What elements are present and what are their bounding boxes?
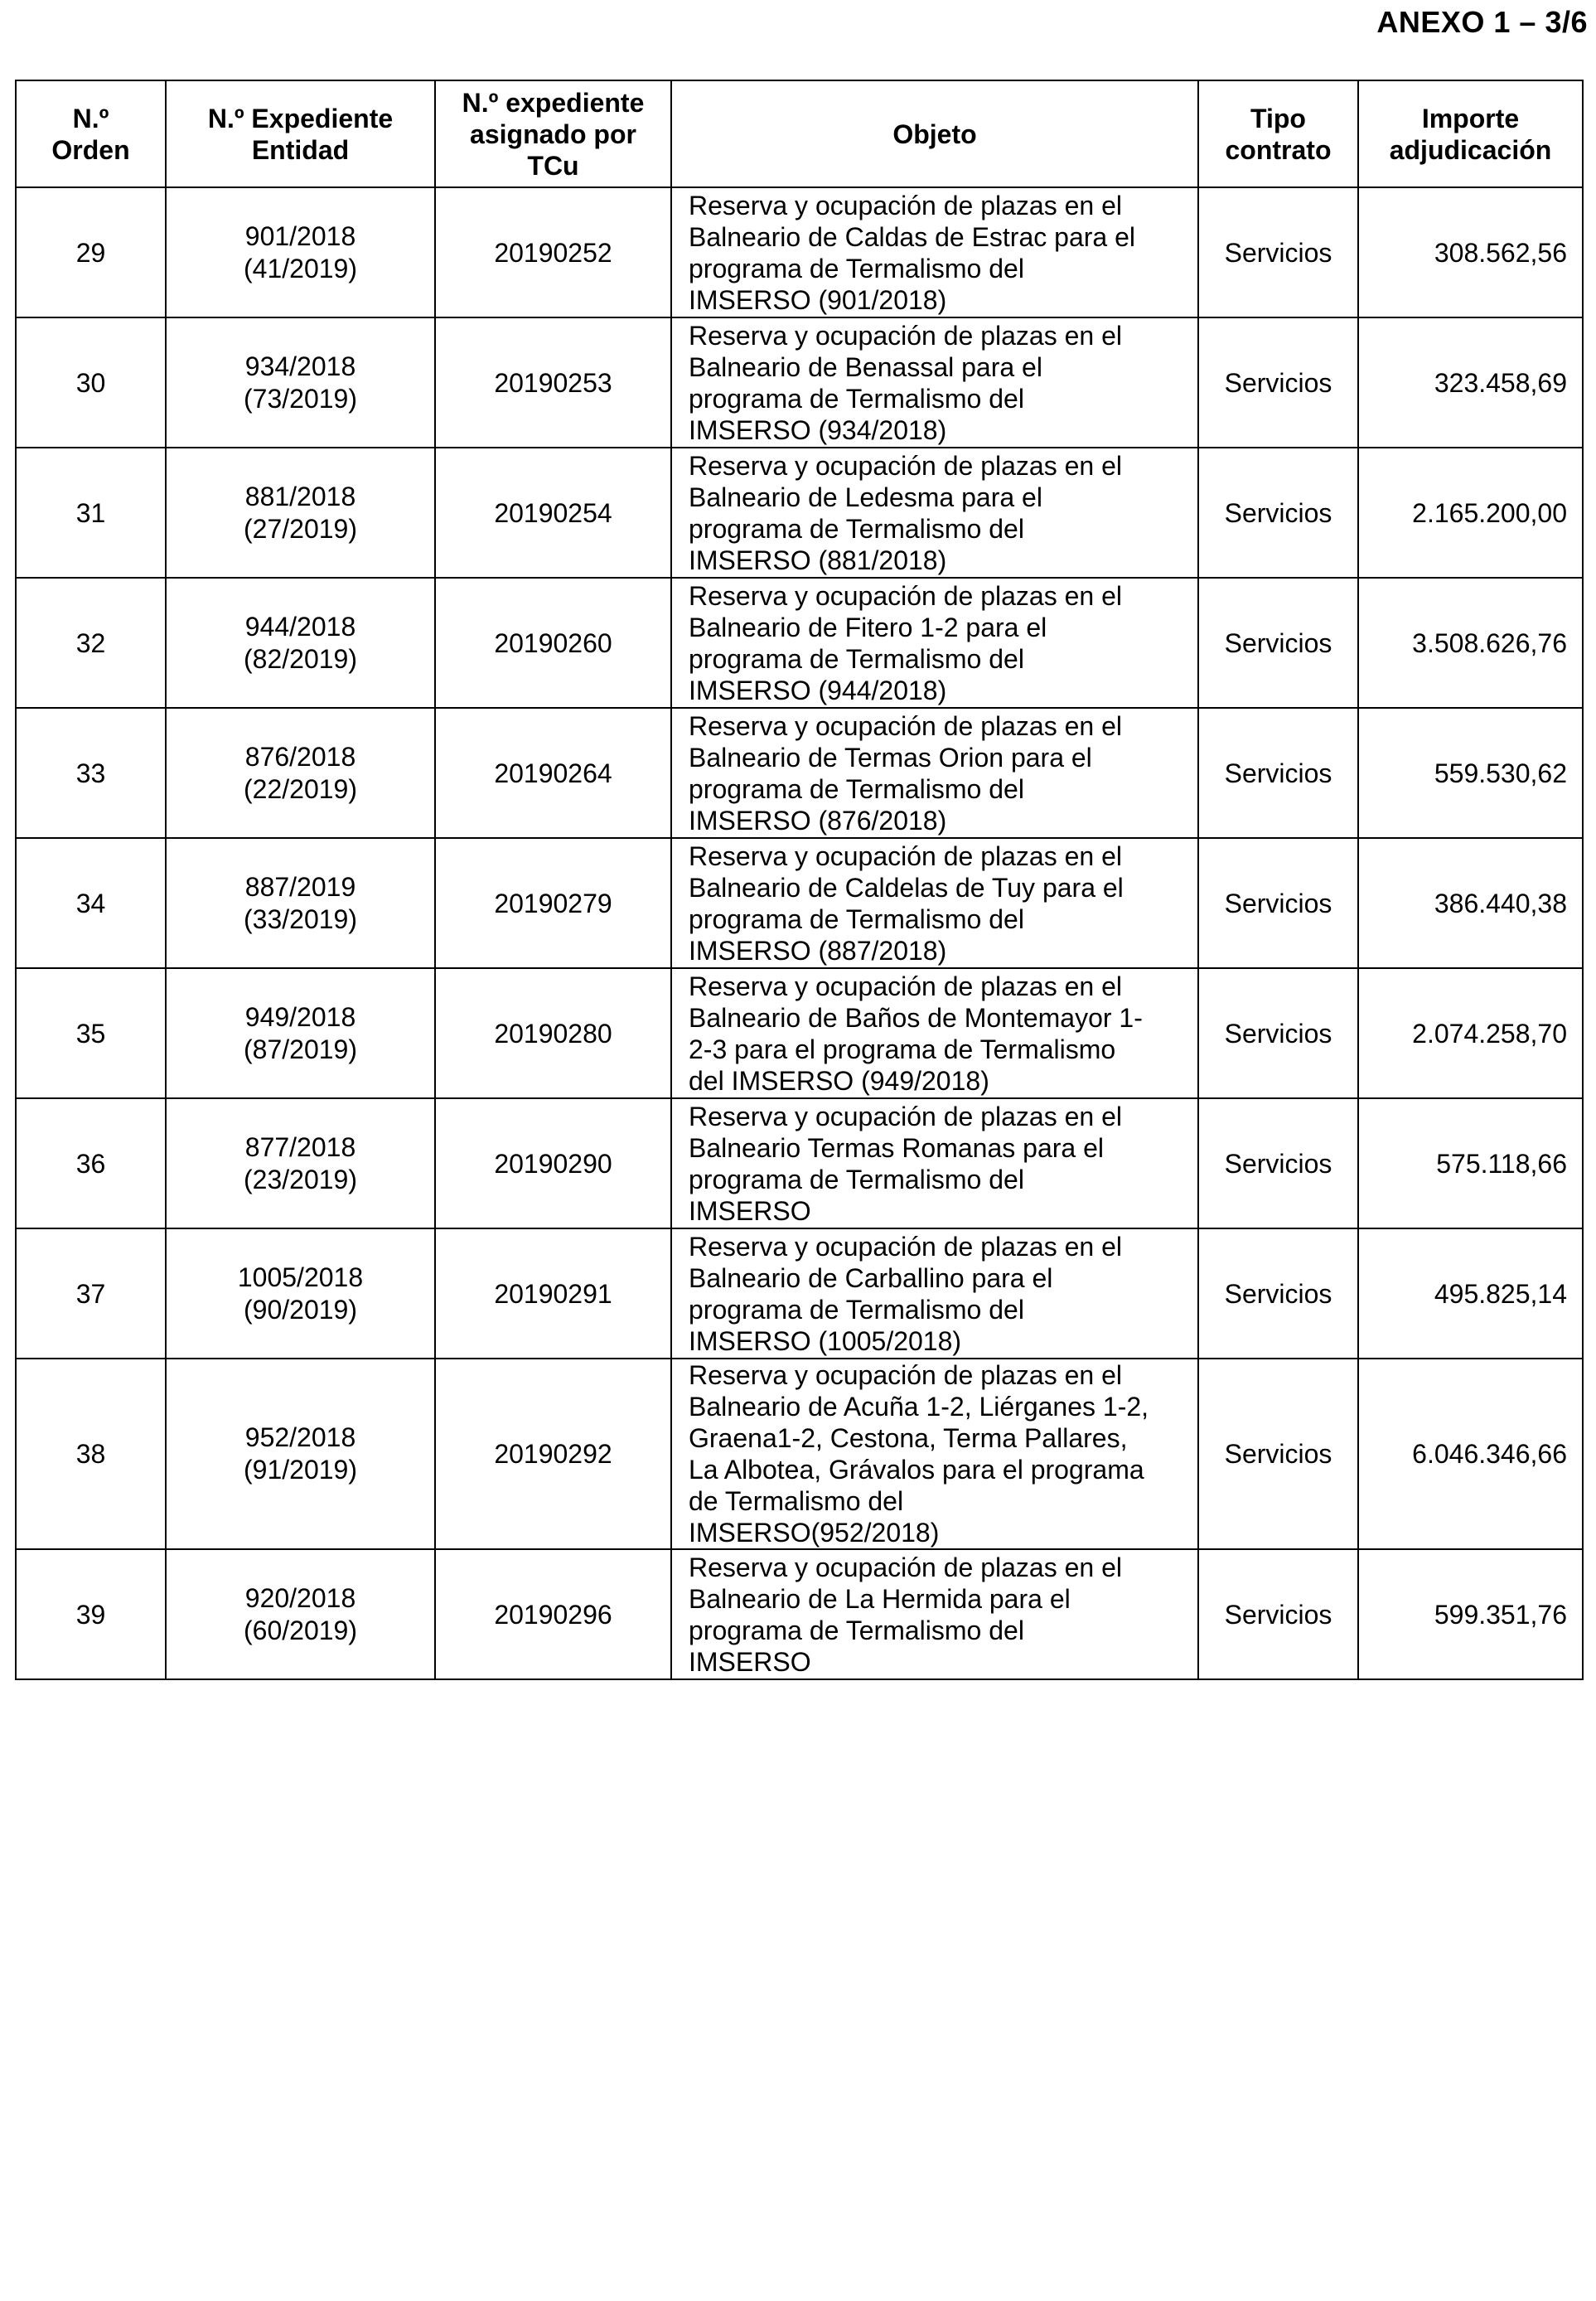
- objeto-line: IMSERSO: [689, 1195, 811, 1226]
- header-expediente-tcu: [435, 80, 671, 187]
- objeto-line: Balneario de Benassal para el: [689, 351, 1042, 382]
- cell-objeto: [671, 1359, 1198, 1549]
- header-text-line: Entidad: [251, 134, 350, 165]
- header-text-line: Objeto: [892, 119, 977, 149]
- expediente-line: (87/2019): [244, 1034, 357, 1064]
- expediente-line: 881/2018: [244, 481, 356, 511]
- cell-expediente-entidad: [166, 448, 435, 578]
- cell-expediente-tcu: 20190254: [435, 448, 671, 578]
- cell-expediente-entidad: [166, 968, 435, 1098]
- objeto-line: Reserva y ocupación de plazas en el: [689, 971, 1122, 1001]
- cell-expediente-tcu: 20190260: [435, 578, 671, 708]
- expediente-line: (60/2019): [244, 1615, 357, 1645]
- objeto-line: IMSERSO (944/2018): [689, 675, 947, 705]
- objeto-line: Balneario de Acuña 1-2, Liérganes 1-2,: [689, 1392, 1149, 1422]
- cell-expediente-entidad: [166, 1359, 435, 1549]
- cell-objeto: [671, 968, 1198, 1098]
- objeto-line: programa de Termalismo del: [689, 383, 1024, 414]
- objeto-line: Balneario Termas Romanas para el: [689, 1132, 1104, 1163]
- cell-objeto: [671, 578, 1198, 708]
- cell-objeto: [671, 838, 1198, 968]
- expediente-line: 934/2018: [244, 351, 356, 381]
- objeto-line: programa de Termalismo del: [689, 513, 1024, 544]
- cell-importe: 2.165.200,00: [1358, 448, 1583, 578]
- cell-importe: 308.562,56: [1358, 187, 1583, 317]
- objeto-line: de Termalismo del: [689, 1486, 904, 1516]
- cell-tipo-contrato: Servicios: [1198, 317, 1358, 448]
- header-text-line: Orden: [51, 134, 130, 165]
- header-objeto: [671, 80, 1198, 187]
- objeto-line: Reserva y ocupación de plazas en el: [689, 190, 1122, 220]
- cell-expediente-tcu: 20190280: [435, 968, 671, 1098]
- expediente-line: 949/2018: [244, 1001, 356, 1032]
- cell-importe: 6.046.346,66: [1358, 1359, 1583, 1549]
- cell-expediente-entidad: [166, 317, 435, 448]
- objeto-line: Reserva y ocupación de plazas en el: [689, 1231, 1122, 1262]
- cell-objeto: [671, 187, 1198, 317]
- cell-tipo-contrato: Servicios: [1198, 578, 1358, 708]
- objeto-line: IMSERSO (876/2018): [689, 805, 947, 836]
- table-row: [16, 838, 1583, 968]
- cell-tipo-contrato: Servicios: [1198, 448, 1358, 578]
- cell-expediente-tcu: 20190252: [435, 187, 671, 317]
- objeto-line: programa de Termalismo del: [689, 773, 1024, 804]
- expediente-line: (82/2019): [244, 643, 357, 674]
- header-tipo-contrato: [1198, 80, 1358, 187]
- objeto-line: Reserva y ocupación de plazas en el: [689, 1552, 1122, 1582]
- objeto-line: La Albotea, Grávalos para el programa: [689, 1455, 1144, 1485]
- table-row: [16, 968, 1583, 1098]
- header-text-line: Importe: [1421, 103, 1520, 133]
- objeto-line: IMSERSO: [689, 1646, 811, 1677]
- table-row: [16, 1549, 1583, 1679]
- cell-importe: 575.118,66: [1358, 1098, 1583, 1228]
- objeto-line: Balneario de Caldas de Estrac para el: [689, 221, 1135, 252]
- cell-expediente-entidad: [166, 1098, 435, 1228]
- objeto-line: Graena1-2, Cestona, Terma Pallares,: [689, 1423, 1128, 1453]
- cell-importe: 559.530,62: [1358, 708, 1583, 838]
- cell-expediente-entidad: [166, 1228, 435, 1359]
- table-header-row: [16, 80, 1583, 187]
- cell-tipo-contrato: Servicios: [1198, 1228, 1358, 1359]
- header-text-line: adjudicación: [1389, 134, 1552, 165]
- objeto-line: programa de Termalismo del: [689, 1294, 1024, 1325]
- expediente-line: 920/2018: [244, 1582, 356, 1613]
- cell-tipo-contrato: Servicios: [1198, 968, 1358, 1098]
- objeto-line: IMSERSO(952/2018): [689, 1518, 940, 1548]
- cell-objeto: [671, 1098, 1198, 1228]
- cell-expediente-tcu: 20190290: [435, 1098, 671, 1228]
- objeto-line: programa de Termalismo del: [689, 643, 1024, 674]
- annex-page-title: ANEXO 1 – 3/6: [1376, 5, 1588, 39]
- cell-orden: 33: [16, 708, 166, 838]
- cell-expediente-tcu: 20190253: [435, 317, 671, 448]
- cell-objeto: [671, 1549, 1198, 1679]
- cell-orden: 34: [16, 838, 166, 968]
- cell-expediente-entidad: [166, 838, 435, 968]
- header-text-line: TCu: [527, 150, 579, 181]
- objeto-line: 2-3 para el programa de Termalismo: [689, 1034, 1116, 1064]
- objeto-line: programa de Termalismo del: [689, 1615, 1024, 1645]
- cell-orden: 39: [16, 1549, 166, 1679]
- objeto-line: Reserva y ocupación de plazas en el: [689, 840, 1122, 871]
- cell-tipo-contrato: Servicios: [1198, 838, 1358, 968]
- expediente-line: (91/2019): [244, 1455, 357, 1485]
- cell-objeto: [671, 448, 1198, 578]
- expediente-line: (27/2019): [244, 513, 357, 544]
- expediente-line: (22/2019): [244, 773, 357, 804]
- cell-expediente-tcu: 20190264: [435, 708, 671, 838]
- cell-expediente-entidad: [166, 578, 435, 708]
- objeto-line: Balneario de Fitero 1-2 para el: [689, 612, 1047, 642]
- objeto-line: programa de Termalismo del: [689, 1164, 1024, 1194]
- cell-orden: 35: [16, 968, 166, 1098]
- expediente-line: 877/2018: [244, 1131, 356, 1162]
- objeto-line: Balneario de Carballino para el: [689, 1262, 1053, 1293]
- cell-importe: 323.458,69: [1358, 317, 1583, 448]
- contracts-table: [15, 80, 1584, 1680]
- objeto-line: Balneario de Baños de Montemayor 1-: [689, 1002, 1143, 1033]
- objeto-line: Balneario de Caldelas de Tuy para el: [689, 872, 1124, 903]
- cell-expediente-entidad: [166, 1549, 435, 1679]
- objeto-line: Reserva y ocupación de plazas en el: [689, 320, 1122, 351]
- table-body: [16, 187, 1583, 1679]
- header-text-line: Tipo: [1250, 103, 1306, 133]
- objeto-line: IMSERSO (881/2018): [689, 545, 947, 575]
- objeto-line: IMSERSO (934/2018): [689, 414, 947, 445]
- cell-importe: 599.351,76: [1358, 1549, 1583, 1679]
- cell-expediente-tcu: 20190296: [435, 1549, 671, 1679]
- table-row: [16, 1359, 1583, 1549]
- objeto-line: IMSERSO (901/2018): [689, 284, 947, 315]
- cell-expediente-tcu: 20190279: [435, 838, 671, 968]
- objeto-line: IMSERSO (887/2018): [689, 935, 947, 966]
- header-text-line: N.º: [72, 103, 109, 133]
- cell-objeto: [671, 1228, 1198, 1359]
- cell-objeto: [671, 317, 1198, 448]
- table-row: [16, 578, 1583, 708]
- cell-tipo-contrato: Servicios: [1198, 1098, 1358, 1228]
- table-row: [16, 187, 1583, 317]
- expediente-line: (33/2019): [244, 903, 357, 934]
- header-text-line: contrato: [1225, 134, 1332, 165]
- table-row: [16, 708, 1583, 838]
- header-text-line: asignado por: [470, 119, 636, 149]
- cell-tipo-contrato: Servicios: [1198, 708, 1358, 838]
- table-row: [16, 1098, 1583, 1228]
- cell-tipo-contrato: Servicios: [1198, 1359, 1358, 1549]
- cell-importe: 495.825,14: [1358, 1228, 1583, 1359]
- cell-expediente-entidad: [166, 187, 435, 317]
- cell-importe: 3.508.626,76: [1358, 578, 1583, 708]
- expediente-line: 1005/2018: [237, 1262, 364, 1292]
- expediente-line: (90/2019): [244, 1294, 357, 1325]
- expediente-line: 944/2018: [244, 611, 356, 642]
- objeto-line: Reserva y ocupación de plazas en el: [689, 580, 1122, 611]
- cell-orden: 30: [16, 317, 166, 448]
- objeto-line: Reserva y ocupación de plazas en el: [689, 450, 1122, 481]
- objeto-line: del IMSERSO (949/2018): [689, 1065, 989, 1096]
- cell-expediente-tcu: 20190291: [435, 1228, 671, 1359]
- expediente-line: 887/2019: [244, 871, 356, 902]
- header-text-line: N.º Expediente: [207, 103, 394, 133]
- objeto-line: Balneario de Termas Orion para el: [689, 742, 1092, 773]
- objeto-line: Balneario de Ledesma para el: [689, 482, 1042, 512]
- objeto-line: Reserva y ocupación de plazas en el: [689, 1360, 1122, 1390]
- cell-tipo-contrato: Servicios: [1198, 187, 1358, 317]
- cell-importe: 386.440,38: [1358, 838, 1583, 968]
- header-orden: [16, 80, 166, 187]
- expediente-line: (73/2019): [244, 383, 357, 414]
- cell-orden: 36: [16, 1098, 166, 1228]
- expediente-line: 876/2018: [244, 741, 356, 772]
- header-text-line: N.º expediente: [462, 87, 645, 118]
- expediente-line: 952/2018: [244, 1422, 356, 1452]
- cell-orden: 31: [16, 448, 166, 578]
- cell-orden: 37: [16, 1228, 166, 1359]
- table-row: [16, 317, 1583, 448]
- header-expediente-entidad: [166, 80, 435, 187]
- objeto-line: Reserva y ocupación de plazas en el: [689, 710, 1122, 741]
- objeto-line: programa de Termalismo del: [689, 903, 1024, 934]
- objeto-line: programa de Termalismo del: [689, 253, 1024, 283]
- cell-importe: 2.074.258,70: [1358, 968, 1583, 1098]
- cell-orden: 38: [16, 1359, 166, 1549]
- objeto-line: IMSERSO (1005/2018): [689, 1325, 962, 1356]
- expediente-line: (23/2019): [244, 1164, 357, 1194]
- cell-orden: 29: [16, 187, 166, 317]
- cell-objeto: [671, 708, 1198, 838]
- cell-orden: 32: [16, 578, 166, 708]
- header-importe: [1358, 80, 1583, 187]
- expediente-line: 901/2018: [244, 220, 356, 251]
- table-row: [16, 448, 1583, 578]
- expediente-line: (41/2019): [244, 253, 357, 283]
- cell-expediente-tcu: 20190292: [435, 1359, 671, 1549]
- cell-tipo-contrato: Servicios: [1198, 1549, 1358, 1679]
- cell-expediente-entidad: [166, 708, 435, 838]
- objeto-line: Reserva y ocupación de plazas en el: [689, 1101, 1122, 1131]
- objeto-line: Balneario de La Hermida para el: [689, 1583, 1071, 1614]
- table-row: [16, 1228, 1583, 1359]
